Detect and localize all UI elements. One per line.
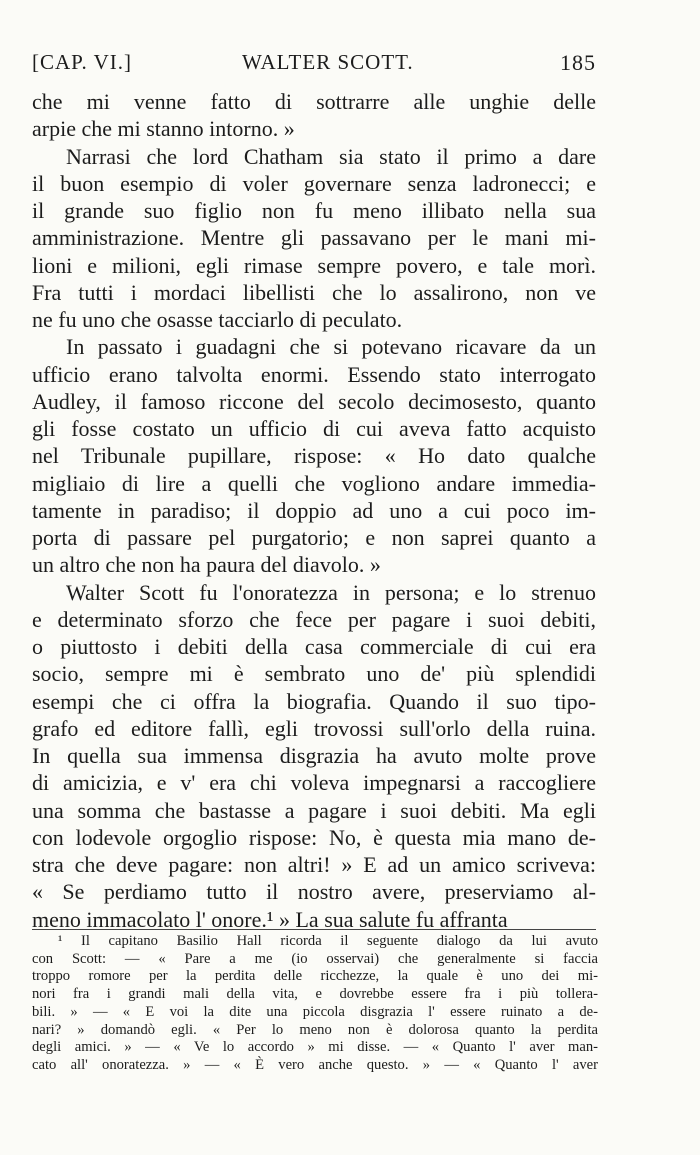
- text-line: Narrasi che lord Chatham sia stato il primo a dare: [66, 143, 596, 169]
- text-line: il grande suo figlio non fu meno illibato nella sua: [32, 198, 596, 223]
- footnote-line: nori fra i grandi mali della vita, e dovrebbe essere fra i più tollera-: [32, 986, 598, 1003]
- paragraph: [32, 333, 596, 578]
- text-line: lioni e milioni, egli rimase sempre povero, e tale morì.: [32, 252, 596, 278]
- footnote-line: cato all' onoratezza. » — « È vero anche questo. » — « Quanto l' aver: [32, 1056, 598, 1073]
- paragraph: [32, 143, 596, 334]
- text-line: In passato i guadagni che si potevano ricavare da un: [66, 334, 596, 360]
- text-line: stra che deve pagare: non altri! » E ad un amico scriveva:: [32, 852, 596, 877]
- body-text: [32, 88, 596, 933]
- text-line: esempi che ci offra la biografia. Quando il suo tipo-: [32, 688, 596, 714]
- text-line: socio, sempre mi è sembrato uno de' più splendidi: [32, 661, 596, 687]
- text-line: ufficio erano talvolta enormi. Essendo stato interrogato: [32, 361, 596, 387]
- text-line: porta di passare pel purgatorio; e non saprei quanto a: [32, 525, 596, 550]
- text-line: Fra tutti i mordaci libellisti che lo assalirono, non ve: [32, 279, 596, 305]
- text-line: il buon esempio di voler governare senza ladronecci; e: [32, 170, 596, 196]
- footnote-line: troppo romore per la perdita delle ricchezze, la quale è uno dei mi-: [32, 968, 598, 985]
- footnote-line: con Scott: — « Pare a me (io osservai) che generalmente si faccia: [32, 950, 598, 967]
- text-line: amministrazione. Mentre gli passavano per le mani mi-: [32, 225, 596, 251]
- text-line: « Se perdiamo tutto il nostro avere, preserviamo al-: [32, 879, 596, 905]
- paragraph: [32, 88, 596, 143]
- text-line: grafo ed editore fallì, egli trovossi sull'orlo della ruina.: [32, 715, 596, 741]
- text-line: arpie che mi stanno intorno. »: [32, 116, 295, 142]
- text-line: nel Tribunale pupillare, rispose: « Ho dato qualche: [32, 443, 596, 469]
- text-line: tamente in paradiso; il doppio ad uno a cui poco im-: [32, 497, 596, 523]
- text-line: o piuttosto i debiti della casa commerciale di cui era: [32, 634, 596, 659]
- text-line: In quella sua immensa disgrazia ha avuto molte prove: [32, 743, 596, 768]
- footnote-line: bili. » — « E voi la dite una piccola disgrazia l' essere ruinato a de-: [32, 1003, 598, 1020]
- text-line: Audley, il famoso riccone del secolo decimosesto, quanto: [32, 388, 596, 414]
- footnote-line: nari? » domandò egli. « Per lo meno non è dolorosa quanto la perdita: [32, 1021, 598, 1038]
- chapter-label: [CAP. VI.]: [32, 50, 133, 74]
- running-header: [32, 50, 596, 82]
- text-line: gli fosse costato un ufficio di cui aveva fatto acquisto: [32, 416, 596, 441]
- footnote-paragraph: [32, 933, 598, 1075]
- footnote-line: ¹ Il capitano Basilio Hall ricorda il seguente dialogo da lui avuto: [58, 933, 598, 949]
- footnotes: [32, 933, 598, 1075]
- text-line: che mi venne fatto di sottrarre alle unghie delle: [32, 89, 596, 114]
- text-line: e determinato sforzo che fece per pagare i suoi debiti,: [32, 606, 596, 632]
- running-title: WALTER SCOTT.: [242, 50, 414, 74]
- text-line: meno immacolato l' onore.¹ » La sua salute fu affranta: [32, 906, 508, 932]
- footnote-rule: [32, 929, 596, 930]
- text-line: Walter Scott fu l'onoratezza in persona; e lo strenuo: [66, 579, 596, 605]
- text-line: di amicizia, e v' era chi voleva impegnarsi a raccogliere: [32, 770, 596, 796]
- text-line: con lodevole orgoglio rispose: No, è questa mia mano de-: [32, 824, 596, 850]
- text-line: una somma che bastasse a pagare i suoi debiti. Ma egli: [32, 797, 596, 823]
- footnote-line: degli amici. » — « Ve lo accordo » mi disse. — « Quanto l' aver man-: [32, 1039, 598, 1056]
- text-line: un altro che non ha paura del diavolo. »: [32, 552, 381, 578]
- page-number: 185: [560, 50, 596, 75]
- text-line: ne fu uno che osasse tacciarlo di peculato.: [32, 307, 403, 332]
- text-line: migliaio di lire a quelli che vogliono andare immedia-: [32, 470, 596, 496]
- paragraph: [32, 579, 596, 933]
